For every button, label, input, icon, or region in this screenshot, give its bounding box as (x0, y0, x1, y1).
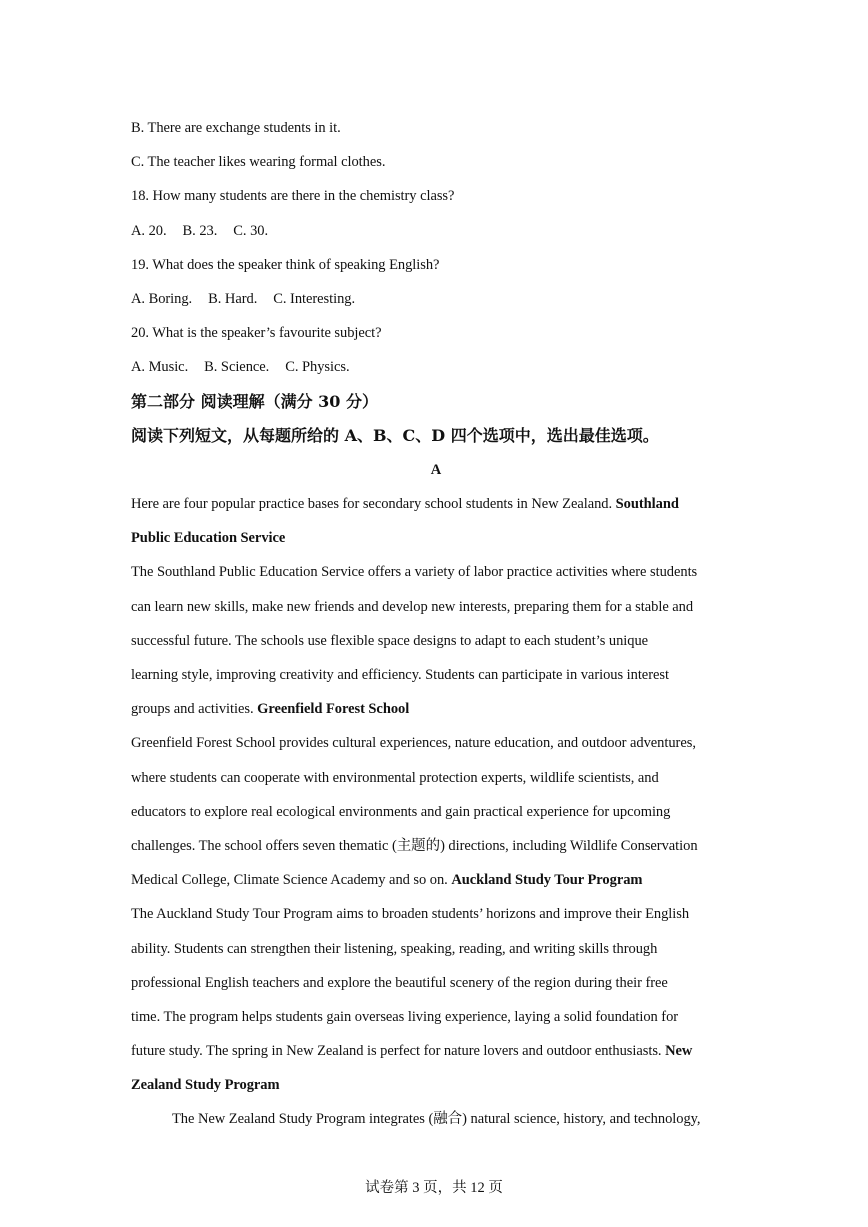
p1-line: successful future. The schools use flexible space designs to adapt to each student’s unique (131, 632, 649, 649)
p4-line: The New Zealand Study Program integrates (融合) natural science, history, and technology, (172, 1111, 701, 1128)
p2-line: educators to explore real ecological environments and gain practical experience for upcoming (131, 803, 671, 820)
p1-line-last (131, 692, 741, 726)
q20-question: 20. What is the speaker’s favourite subject? (131, 325, 382, 342)
q19-option-a: A. Boring. (131, 290, 193, 307)
q18-question: 18. How many students are there in the chemistry class? (131, 188, 455, 205)
q19-option-b: B. Hard. (208, 290, 258, 307)
page-footer: 试卷第 3 页，共 12 页 (365, 1180, 503, 1196)
section-instruction: 阅读下列短文，从每题所给的 A、B、C、D 四个选项中，选出最佳选项。 (131, 425, 659, 445)
p2-line: Greenfield Forest School provides cultural experiences, nature education, and outdoor adventures, (131, 735, 696, 752)
heading-greenfield: Greenfield Forest School (257, 701, 410, 718)
p2-line: challenges. The school offers seven thematic (主题的) directions, including Wildlife Conservation (131, 837, 698, 854)
intro-text: Here are four popular practice bases for secondary school students in New Zealand. (131, 496, 616, 513)
q20-option-b: B. Science. (204, 359, 270, 376)
q18-options (131, 214, 741, 248)
q17-option-c: C. The teacher likes wearing formal clothes. (131, 154, 386, 171)
p3-line-last (131, 1034, 741, 1068)
q20-option-c: C. Physics. (285, 359, 350, 376)
p2-line-last (131, 863, 741, 897)
heading-southland: Southland (615, 496, 679, 513)
q18-option-a: A. 20. (131, 222, 167, 239)
p2-text: Medical College, Climate Science Academy and so on. (131, 872, 452, 889)
p3-line: ability. Students can strengthen their listening, speaking, reading, and writing skills through (131, 940, 658, 957)
p2-line: where students can cooperate with environmental protection experts, wildlife scientists, and (131, 769, 659, 786)
q18-option-c: C. 30. (233, 222, 269, 239)
passage-intro (131, 487, 741, 521)
q19-question: 19. What does the speaker think of speaking English? (131, 256, 440, 273)
p3-line: The Auckland Study Tour Program aims to broaden students’ horizons and improve their English (131, 906, 690, 923)
p3-text: future study. The spring in New Zealand is perfect for nature lovers and outdoor enthusiasts. (131, 1043, 666, 1060)
q19-option-c: C. Interesting. (273, 290, 356, 307)
heading-auckland: Auckland Study Tour Program (451, 872, 643, 889)
p1-text: groups and activities. (131, 701, 258, 718)
p1-line: can learn new skills, make new friends and develop new interests, preparing them for a stable and (131, 598, 694, 615)
heading-new-zealand-cont: Zealand Study Program (131, 1077, 280, 1094)
q17-option-b: B. There are exchange students in it. (131, 120, 341, 136)
q20-options (131, 350, 741, 384)
p3-line: professional English teachers and explore the beautiful scenery of the region during their free (131, 974, 668, 991)
q19-options (131, 282, 741, 316)
p1-line: The Southland Public Education Service offers a variety of labor practice activities where students (131, 564, 698, 581)
q18-option-b: B. 23. (182, 222, 218, 239)
q20-option-a: A. Music. (131, 359, 189, 376)
exam-page (131, 111, 741, 1137)
heading-southland-cont: Public Education Service (131, 530, 286, 547)
p3-line: time. The program helps students gain overseas living experience, laying a solid foundation for (131, 1008, 679, 1025)
heading-new-zealand: New (665, 1043, 693, 1060)
p1-line: learning style, improving creativity and efficiency. Students can participate in various interest (131, 667, 669, 683)
section-title: 第二部分 阅读理解（满分 30 分） (131, 391, 378, 411)
passage-label: A (430, 461, 442, 478)
